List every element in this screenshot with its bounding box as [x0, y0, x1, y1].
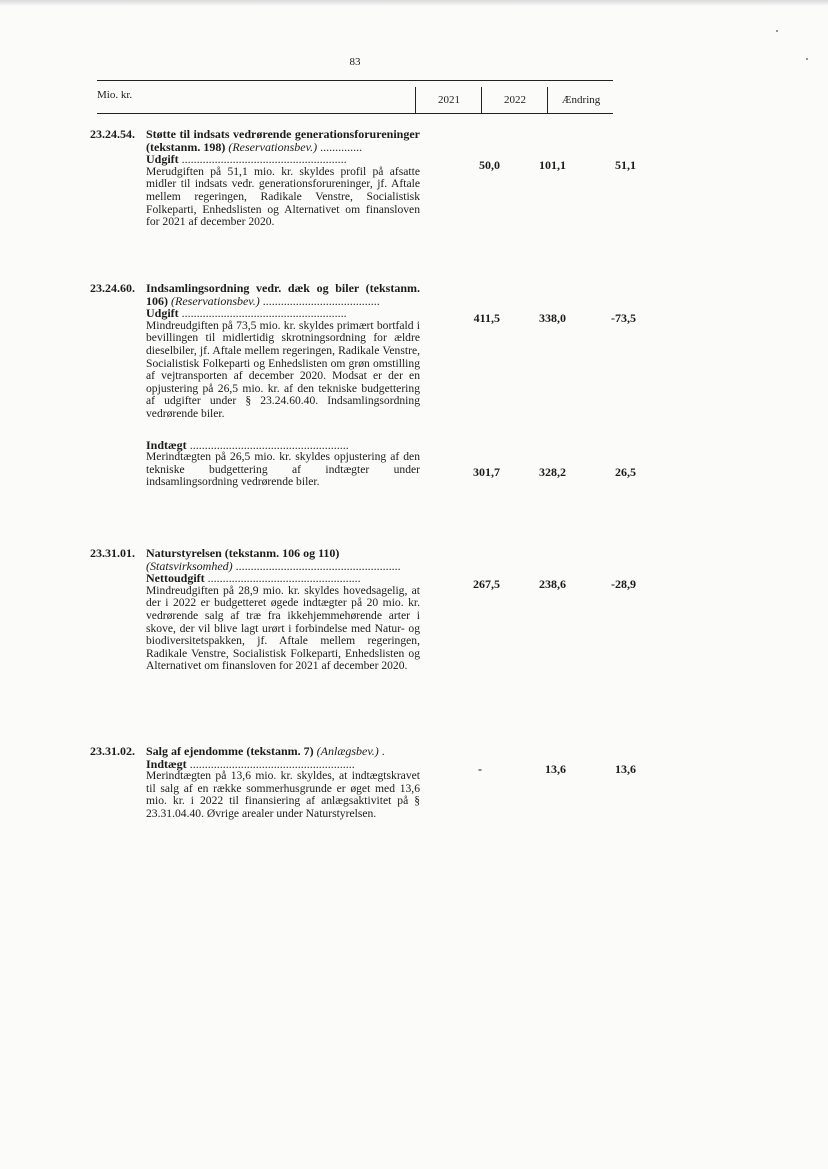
- appropriation-type: (Statsvirksomhed): [146, 558, 233, 573]
- line-label-text: Udgift: [146, 306, 179, 321]
- value-2022: 328,2: [539, 465, 566, 479]
- leader-dots: .......................................................: [186, 756, 355, 771]
- column-header-2021: 2021: [415, 87, 482, 113]
- appropriation-type: (Reservationsbev.): [228, 139, 318, 154]
- account-number: 23.24.60.: [90, 281, 135, 295]
- column-header-2022: 2022: [481, 87, 548, 113]
- explanation-text: Merudgiften på 51,1 mio. kr. skyldes profil på afsatte midler til indsats vedr. generationsforureninger, jf. Aftale mellem regeringen, Radikale Venstre, Socialistisk Folkeparti, Enhedslisten og Alternativet om finansloven for 2021 af december 2020.: [146, 164, 420, 229]
- value-2021: 267,5: [473, 577, 500, 591]
- line-label-text: Nettoudgift: [146, 571, 205, 586]
- entry-title: [146, 547, 420, 572]
- entry-title: [146, 282, 420, 307]
- entry-title: [146, 128, 420, 153]
- leader-dots: ..............: [317, 139, 363, 154]
- account-number: 23.31.01.: [90, 546, 135, 560]
- explanation-text: Merindtægten på 26,5 mio. kr. skyldes opjustering af den tekniske budgettering af indtægter under indsamlingsordning vedrørende biler.: [146, 450, 420, 489]
- scan-edge: [0, 0, 828, 6]
- value-2021: 301,7: [473, 465, 500, 479]
- leader-dots: .: [378, 744, 385, 758]
- line-label-text: Indtægt: [146, 756, 187, 771]
- value-2022: 13,6: [545, 762, 566, 776]
- value-2021: -: [478, 762, 482, 776]
- appropriation-type: (Anlægsbev.): [316, 744, 379, 758]
- explanation-text: Mindreudgiften på 73,5 mio. kr. skyldes primært bortfald i bevillingen til midlertidig skrotningsordning for ældre dieselbiler, jf. Aftale mellem regeringen, Radikale Venstre, Socialistisk Folkeparti og Enhedslisten om grøn omstilling af vejtransporten af december 2020. Modsat er der en opjustering på 26,5 mio. kr. af den tekniske budgettering af udgifter under § 23.24.60.40. Indsamlingsordning vedrørende biler.: [146, 318, 420, 420]
- value-2021: 411,5: [473, 311, 500, 325]
- entry-body: [146, 745, 420, 821]
- value-change: -28,9: [611, 577, 636, 591]
- line-label-text: Udgift: [146, 152, 179, 167]
- column-header-change: Ændring: [547, 87, 614, 113]
- entry-body: [146, 547, 420, 673]
- explanation-text: Merindtægten på 13,6 mio. kr. skyldes, at indtægtskravet til salg af en række sommerhusgrunde er øget med 13,6 mio. kr. i 2022 til finansiering af anlægsaktivitet på § 23.31.04.40. Øvrige arealer under Naturstyrelsen.: [146, 769, 420, 820]
- leader-dots: .......................................................: [232, 558, 401, 573]
- account-number: 23.24.54.: [90, 127, 135, 141]
- leader-dots: .......................................: [259, 293, 380, 308]
- line-label: [146, 307, 420, 320]
- appropriation-type: (Reservationsbev.): [171, 293, 260, 308]
- line-label: [146, 572, 420, 585]
- entry-title-text: Naturstyrelsen (tekstanm. 106 og 110): [146, 546, 340, 560]
- value-2021: 50,0: [479, 158, 500, 172]
- value-2022: 101,1: [539, 158, 566, 172]
- leader-dots: ...................................................: [204, 571, 361, 586]
- scan-speck: [806, 58, 808, 60]
- line-label: [146, 153, 420, 166]
- entry-title-text: Støtte til indsats vedrørende generationsforureninger (tekstanm. 198): [146, 127, 420, 154]
- value-change: 13,6: [615, 762, 636, 776]
- account-number: 23.31.02.: [90, 744, 135, 758]
- page-number: 83: [349, 56, 361, 68]
- value-change: 26,5: [615, 465, 636, 479]
- leader-dots: .....................................................: [186, 437, 349, 452]
- value-change: -73,5: [611, 311, 636, 325]
- header-rule: [97, 80, 613, 81]
- leader-dots: .......................................................: [178, 306, 347, 321]
- entry-body: [146, 128, 420, 229]
- unit-label: Mio. kr.: [97, 89, 133, 101]
- scan-speck: [776, 30, 778, 32]
- line-label-text: Indtægt: [146, 437, 187, 452]
- entry-title-text: Salg af ejendomme (tekstanm. 7): [146, 744, 314, 758]
- value-change: 51,1: [615, 158, 636, 172]
- value-2022: 338,0: [539, 311, 566, 325]
- entry-body: [146, 282, 420, 489]
- leader-dots: .......................................................: [178, 152, 347, 167]
- value-2022: 238,6: [539, 577, 566, 591]
- table-header: [97, 87, 613, 114]
- entry-title-text: Indsamlingsordning vedr. dæk og biler (tekstanm. 106): [146, 281, 420, 308]
- explanation-text: Mindreudgiften på 28,9 mio. kr. skyldes hovedsagelig, at der i 2022 er budgetteret øgede indtægter på 20 mio. kr. vedrørende salg af træ fra ikkehjemmehørende arter i skove, der vil blive lagt urørt i forbindelse med Natur- og biodiversitetspakken, jf. Aftale mellem regeringen, Radikale Venstre, Socialistisk Folkeparti, Enhedslisten og Alternativet om finansloven for 2021 af december 2020.: [146, 583, 420, 673]
